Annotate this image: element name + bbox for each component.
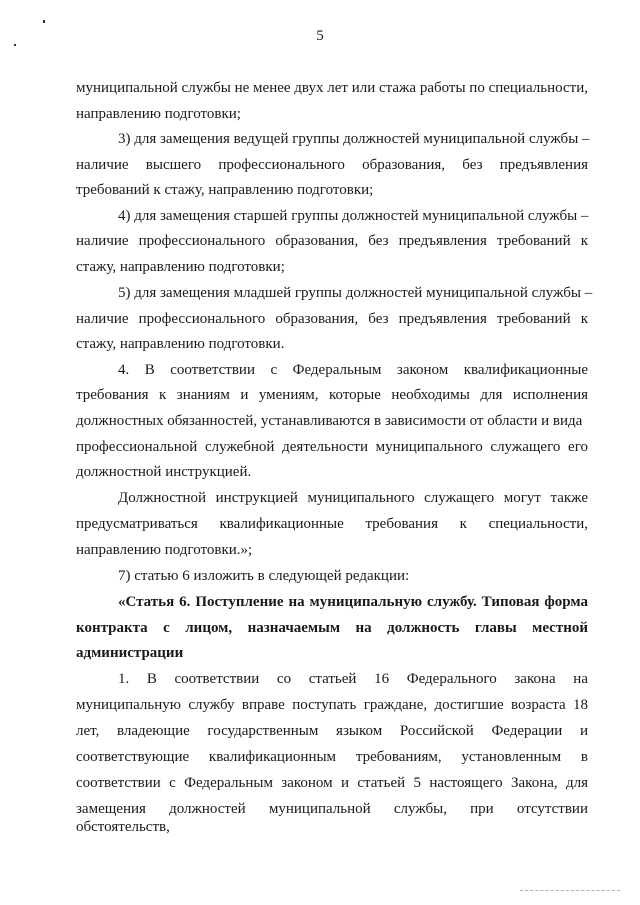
- text-line: муниципальной службы не менее двух лет или стажа работы по специальности,: [76, 80, 588, 96]
- text-line: требования к знаниям и умениям, которые необходимы для исполнения: [76, 387, 588, 403]
- text-line: направлению подготовки;: [76, 106, 241, 122]
- page-number: 5: [316, 28, 324, 44]
- text-line: должностной инструкцией.: [76, 464, 252, 480]
- text-line: наличие профессионального образования, без предъявления требований к: [76, 233, 588, 249]
- article-heading: «Статья 6. Поступление на муниципальную службу. Типовая форма: [118, 594, 588, 610]
- text-line: должностных обязанностей, устанавливаются в зависимости от области и вида: [76, 413, 583, 429]
- text-line: наличие профессионального образования, без предъявления требований к: [76, 311, 588, 327]
- text-line: направлению подготовки.»;: [76, 542, 253, 558]
- text-line: наличие высшего профессионального образования, без предъявления: [76, 157, 588, 173]
- text-line: 3) для замещения ведущей группы должностей муниципальной службы –: [118, 131, 590, 147]
- text-line: соответствующие квалификационным требованиям, установленным в: [76, 749, 588, 765]
- text-line: 5) для замещения младшей группы должностей муниципальной службы –: [118, 285, 593, 301]
- text-line: профессиональной служебной деятельности муниципального служащего его: [76, 439, 588, 455]
- text-line: лет, владеющие государственным языком Российской Федерации и: [76, 723, 588, 739]
- scan-mark: [43, 20, 45, 23]
- text-line: 4. В соответствии с Федеральным законом квалификационные: [118, 362, 588, 378]
- text-line: муниципальную службу вправе поступать граждане, достигшие возраста 18: [76, 697, 588, 713]
- text-line: 7) статью 6 изложить в следующей редакции:: [118, 568, 410, 584]
- article-heading: контракта с лицом, назначаемым на должность главы местной: [76, 620, 588, 636]
- scan-artifact: [520, 890, 620, 893]
- text-line: требований к стажу, направлению подготовки;: [76, 182, 374, 198]
- text-line: Должностной инструкцией муниципального служащего могут также: [118, 490, 588, 506]
- text-line: предусматриваться квалификационные требования к специальности,: [76, 516, 588, 532]
- text-line: стажу, направлению подготовки.: [76, 336, 285, 352]
- text-line: стажу, направлению подготовки;: [76, 259, 285, 275]
- text-line: 1. В соответствии со статьей 16 Федерального закона на: [118, 671, 588, 687]
- text-line: 4) для замещения старшей группы должностей муниципальной службы –: [118, 208, 589, 224]
- article-heading: администрации: [76, 645, 184, 661]
- text-line: соответствии с Федеральным законом и статьей 5 настоящего Закона, для: [76, 775, 588, 791]
- text-line: замещения должностей муниципальной службы, при отсутствии обстоятельств,: [76, 801, 588, 835]
